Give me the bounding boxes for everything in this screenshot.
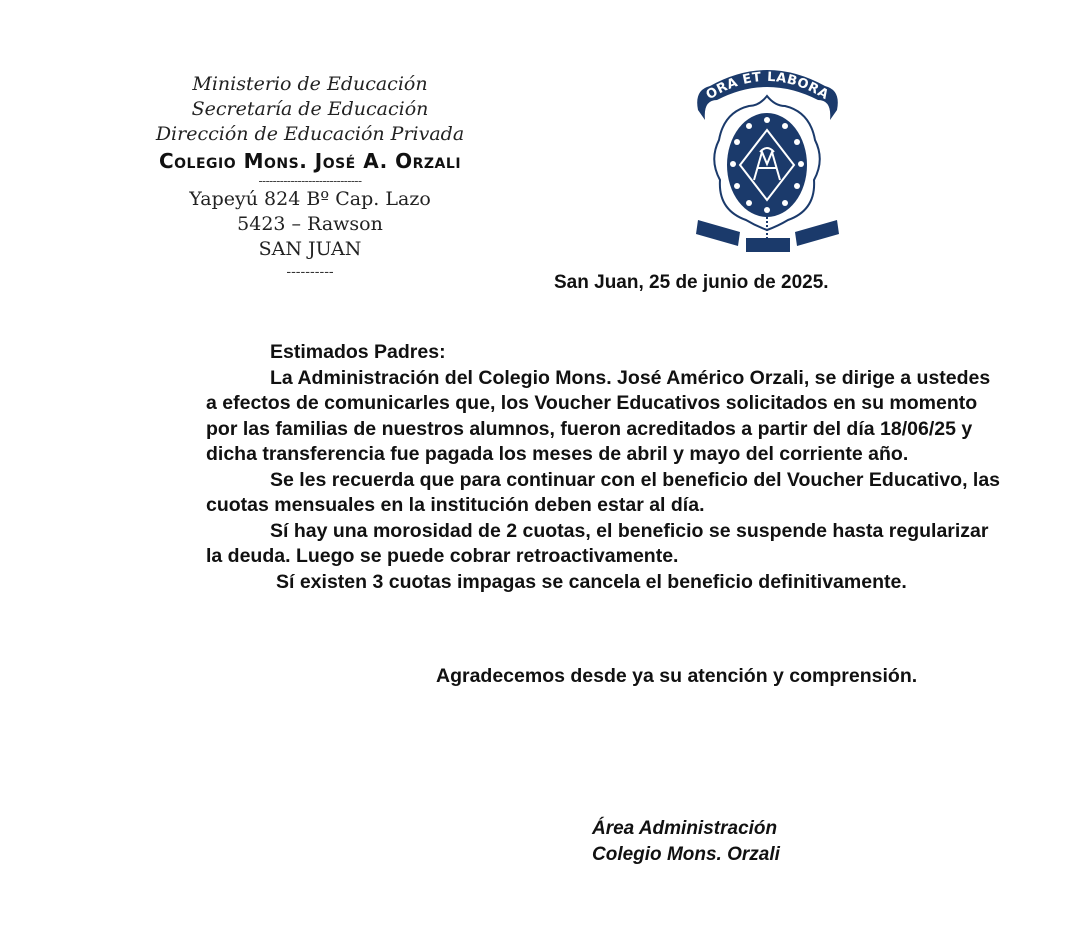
paragraph-voucher-credited: La Administración del Colegio Mons. José Américo Orzali, se dirige a ustedes a efectos de comunicarles que, los Voucher Educativos solicitados en su momento por las familias de nuestros alumnos, fueron acreditados a partir del día 18/06/25 y dicha transferencia fue pagada los meses de abril y mayo del corriente año. (206, 366, 991, 465)
secretariat-name: Secretaría de Educación (191, 98, 429, 120)
crest-motto: ORA ET LABORA (703, 69, 832, 104)
signature-school: Colegio Mons. Orzali (592, 844, 780, 865)
address-city: 5423 – Rawson (237, 213, 383, 235)
signature-block (592, 816, 780, 868)
letterhead (90, 72, 530, 282)
letter-date: San Juan, 25 de junio de 2025. (554, 272, 829, 293)
address-province: SAN JUAN (258, 238, 362, 260)
ministry-name: Ministerio de Educación (192, 73, 428, 95)
school-name: Colegio Mons. José A. Orzali (158, 149, 462, 173)
address-street: Yapeyú 824 Bº Cap. Lazo (189, 188, 431, 210)
closing-text: Agradecemos desde ya su atención y comprensión. (436, 665, 918, 687)
salutation: Estimados Padres: (270, 341, 446, 363)
signature-department: Área Administración (592, 818, 778, 839)
separator-line-2: ---------- (286, 264, 334, 280)
separator-line: ----------------------------- (258, 174, 362, 188)
directorate-name: Dirección de Educación Privada (155, 123, 465, 145)
school-crest-logo (690, 60, 845, 255)
crest-icon (690, 60, 845, 255)
letter-body (206, 340, 1002, 595)
paragraph-suspension: Sí hay una morosidad de 2 cuotas, el beneficio se suspende hasta regularizar la deuda. Luego se puede cobrar retroactivamente. (206, 519, 989, 567)
paragraph-cancellation: Sí existen 3 cuotas impagas se cancela el beneficio definitivamente. (276, 570, 907, 593)
paragraph-fees-reminder: Se les recuerda que para continuar con el beneficio del Voucher Educativo, las cuotas mensuales en la institución deben estar al día. (206, 468, 1001, 516)
